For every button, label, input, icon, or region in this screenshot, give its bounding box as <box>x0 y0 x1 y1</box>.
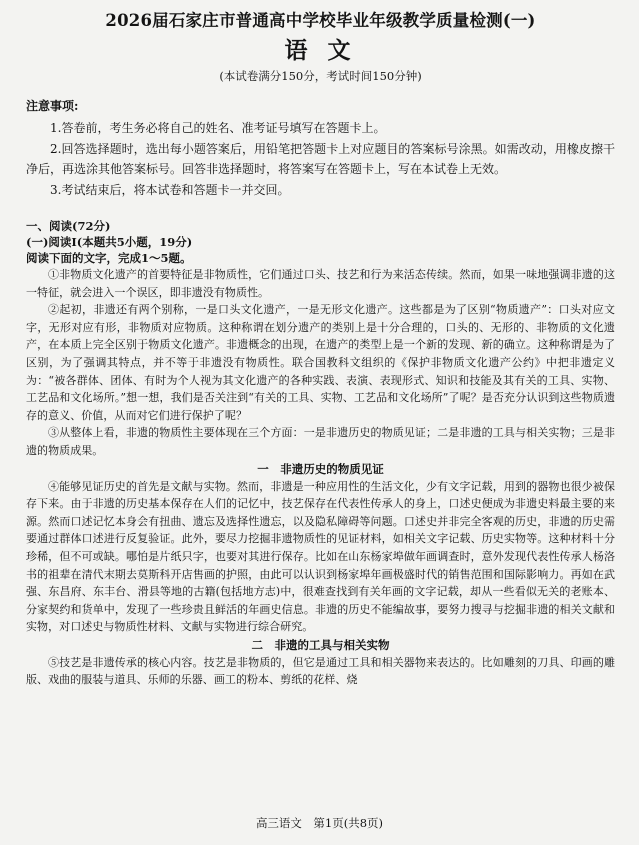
notice-item: 1.答卷前，考生务必将自己的姓名、准考证号填写在答题卡上。 <box>50 121 386 135</box>
subject-title: 语文 <box>284 37 371 64</box>
article-heading-2: 二 非遗的工具与相关实物 <box>251 637 390 652</box>
section-subtitle: (一)阅读Ⅰ(本题共5小题，19分) <box>26 235 193 249</box>
article-body <box>26 266 615 689</box>
article-heading-1: 一 非遗历史的物质见证 <box>257 461 384 476</box>
notice-list <box>26 118 615 200</box>
notice-title: 注意事项: <box>26 99 79 113</box>
paragraph-4: ④能够见证历史的首先是文献与实物。然而，非遗是一种应用性的生活文化，少有文字记载，用到的器物也很少被保存下来。由于非遗的历史基本保存在人们的记忆中，技艺保存在代表性传承人的身上，口述史便成为非遗史料最主要的来源。然而口述记忆本身会有扭曲、遗忘及选择性遗忘，以及隐私障碍等问题。口述史并非完全客观的历史，非遗的历史需要通过群体口述进行反复验证。此外，要尽力挖掘非遗物质性的见证材料，如相关文字记载、历史实物等。这种材料十分珍稀，但不可或缺。哪怕是片纸只字，也要对其进行保存。比如在山东杨家埠做年画调查时，意外发现代表性传承人杨洛书的祖辈在清代末期去莫斯科开店售画的护照，由此可以认识到杨家埠年画极盛时代的销售范围和国际影响力。再如在武强、东昌府、东丰台、滑县等地的古籍(包括地方志)中，很难查找到有关年画的文字记载，却从一些看似无关的老账本、分家契约和货单中，发现了一些珍贵且鲜活的年画史信息。非遗的历史不能编故事，要努力搜寻与挖掘非遗的相关文献和实物，对口述史与物质性材料、文献与实物进行综合研究。 <box>26 479 615 634</box>
paragraph-3: ③从整体上看，非遗的物质性主要体现在三个方面：一是非遗历史的物质见证；二是非遗的工具与相关实物；三是非遗的物质成果。 <box>26 426 615 457</box>
paragraph-2: ②起初，非遗还有两个别称，一是口头文化遗产，一是无形文化遗产。这些都是为了区别“物质遗产”：口头对应文字，无形对应有形，非物质对应物质。这种称谓在划分遗产的类别上是十分合理的，口头的、无形的、非物质的文化遗产，在本质上完全区别于物质文化遗产。非遗概念的出现，在遗产的类型上是一个新的发现、新的确立。这种称谓是为了区别，为了强调其特点，并不等于非遗没有物质性。联合国教科文组织的《保护非物质文化遗产公约》中把非遗定义为：“被各群体、团体、有时为个人视为其文化遗产的各种实践、表演、表现形式、知识和技能及其有关的工具、实物、工艺品和文化场所。”想一想，我们是否关注到“有关的工具、实物、工艺品和文化场所”了呢？是否充分认识到这些物质遗存的意义、价值，从而对它们进行保护了呢？ <box>26 303 615 422</box>
paragraph-5: ⑤技艺是非遗传承的核心内容。技艺是非物质的，但它是通过工具和相关器物来表达的。比如雕刻的刀具、印画的雕版、戏曲的服装与道具、乐师的乐器、画工的粉本、剪纸的花样、烧 <box>26 655 615 687</box>
notice-item: 3.考试结束后，将本试卷和答题卡一并交回。 <box>50 182 290 197</box>
exam-note: (本试卷满分150分，考试时间150分钟) <box>219 69 422 83</box>
section-title: 一、阅读(72分) <box>26 219 111 233</box>
notice-item: 2.回答选择题时，选出每小题答案后，用铅笔把答题卡上对应题目的答案标号涂黑。如需改动，用橡皮擦干净后，再选涂其他答案标号。回答非选择题时，将答案写在答题卡上，写在本试卷上无效。 <box>26 141 615 176</box>
reading-instruction: 阅读下面的文字，完成1～5题。 <box>26 251 192 265</box>
exam-title: 2026届石家庄市普通高中学校毕业年级教学质量检测(一) <box>105 11 536 30</box>
paragraph-1: ①非物质文化遗产的首要特征是非物质性，它们通过口头、技艺和行为来活态传续。然而，如果一味地强调非遗的这一特征，就会进入一个误区，即非遗没有物质性。 <box>26 268 615 299</box>
page-footer: 高三语文 第1页(共8页) <box>255 816 384 830</box>
